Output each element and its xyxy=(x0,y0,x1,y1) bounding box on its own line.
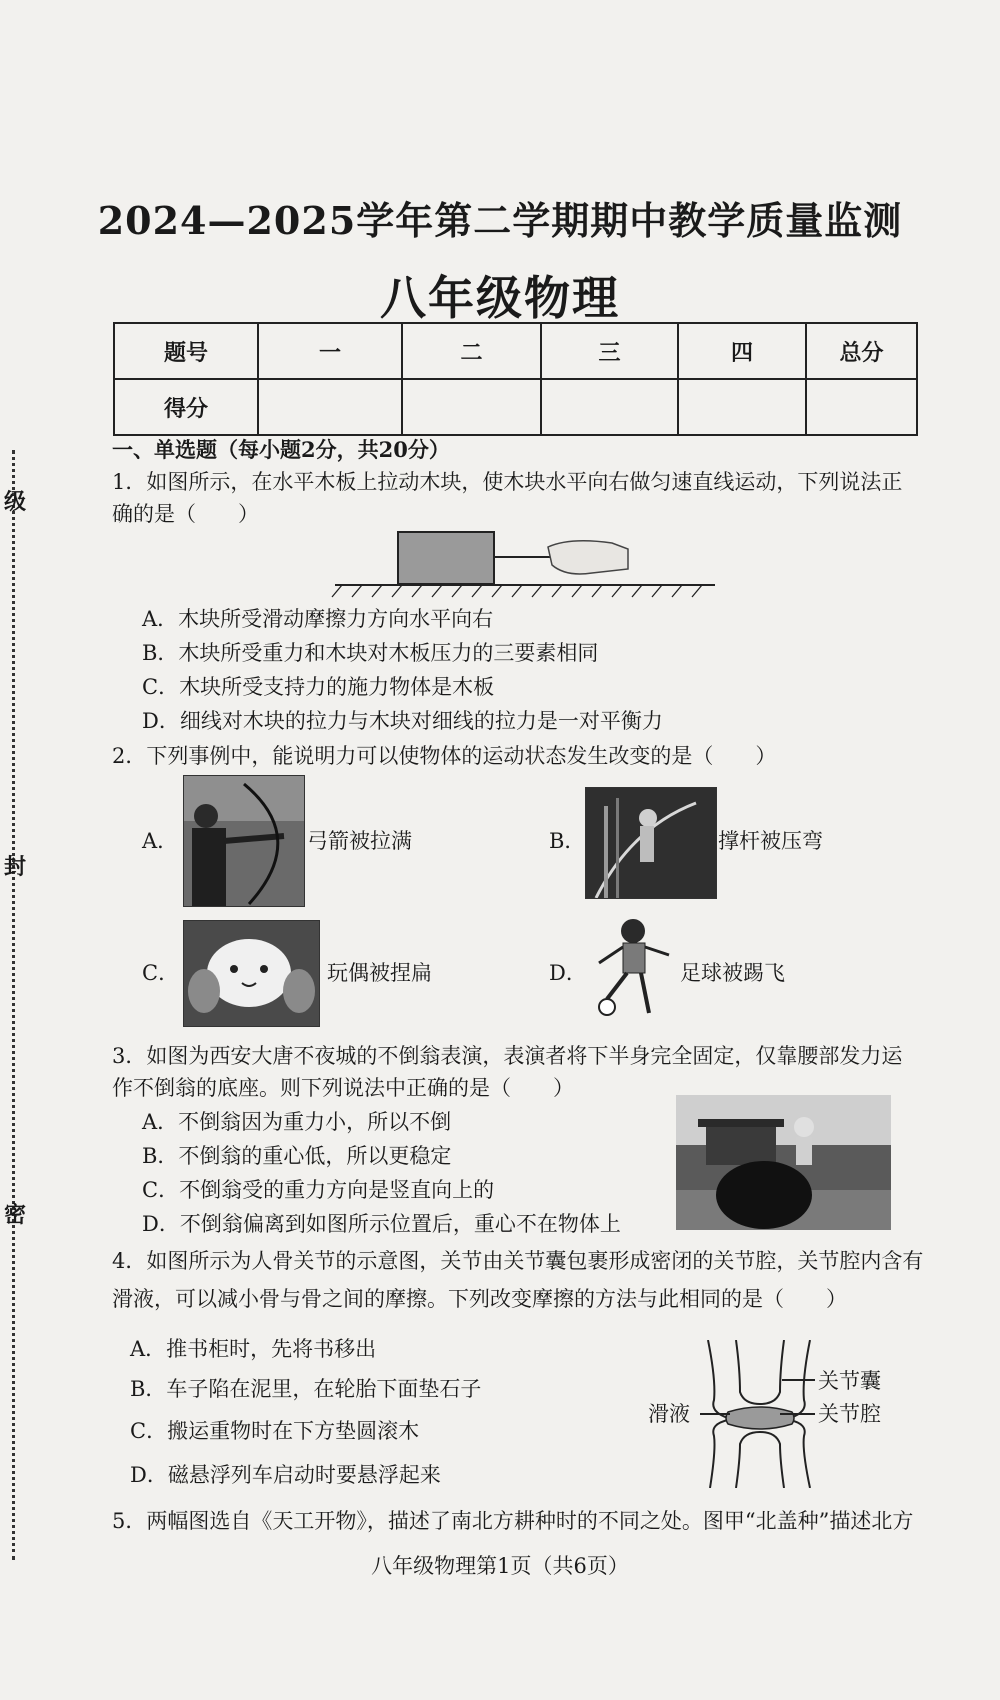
soccer-kick-figure xyxy=(585,915,680,1020)
q3-stem-line1: 3．如图为西安大唐不夜城的不倒翁表演，表演者将下半身完全固定，仅靠腰部发力运 xyxy=(112,1044,903,1068)
q3-option-c: C．不倒翁受的重力方向是竖直向上的 xyxy=(142,1178,495,1202)
q1-block-figure xyxy=(330,525,715,600)
q1-stem-line2: 确的是（ ） xyxy=(112,502,259,526)
score-blank-cell xyxy=(806,379,917,435)
q4-stem-line1: 4．如图所示为人骨关节的示意图，关节由关节囊包裹形成密闭的关节腔，关节腔内含有 xyxy=(112,1249,924,1273)
q3-option-b: B．不倒翁的重心低，所以更稳定 xyxy=(142,1144,452,1168)
q2-stem: 2．下列事例中，能说明力可以使物体的运动状态发生改变的是（ ） xyxy=(112,744,777,768)
joint-label-lines xyxy=(720,1370,815,1420)
q4-stem-line2: 滑液，可以减小骨与骨之间的摩擦。下列改变摩擦的方法与此相同的是（ ） xyxy=(112,1287,847,1311)
q5-stem-line1: 5．两幅图选自《天工开物》，描述了南北方耕种时的不同之处。图甲“北盖种”描述北方 xyxy=(112,1509,914,1533)
synovial-fluid-label: 滑液 xyxy=(648,1402,690,1426)
q4-option-b: B．车子陷在泥里，在轮胎下面垫石子 xyxy=(130,1377,482,1401)
score-blank-cell xyxy=(258,379,402,435)
q2-option-d-letter: D． xyxy=(549,961,587,985)
score-header-cell: 题号 xyxy=(114,323,258,379)
score-table-score-row xyxy=(114,379,917,435)
q1-stem-line1: 1．如图所示，在水平木板上拉动木块，使木块水平向右做匀速直线运动，下列说法正 xyxy=(112,470,903,494)
score-blank-cell xyxy=(541,379,678,435)
tumbler-photo xyxy=(676,1095,891,1230)
q1-option-d: D．细线对木块的拉力与木块对细线的拉力是一对平衡力 xyxy=(142,709,663,733)
binding-line xyxy=(12,450,15,1560)
q3-stem-line2: 作不倒翁的底座。则下列说法中正确的是（ ） xyxy=(112,1076,574,1100)
exam-title: 2024—2025学年第二学期期中教学质量监测 xyxy=(97,198,903,243)
q1-option-b: B．木块所受重力和木块对木板压力的三要素相同 xyxy=(142,641,599,665)
page-footer: 八年级物理第1页（共6页） xyxy=(371,1554,629,1578)
fluid-label-line xyxy=(700,1410,730,1420)
q4-option-a: A．推书柜时，先将书移出 xyxy=(130,1337,377,1361)
section-heading: 一、单选题（每小题2分，共20分） xyxy=(112,437,450,462)
score-blank-cell xyxy=(678,379,806,435)
q2-option-d-caption: 足球被踢飞 xyxy=(680,961,785,985)
archery-photo xyxy=(183,775,305,907)
q2-option-b-letter: B． xyxy=(549,829,586,853)
joint-cavity-label: 关节腔 xyxy=(818,1402,881,1426)
score-blank-cell xyxy=(402,379,541,435)
subject-title: 八年级物理 xyxy=(380,271,620,325)
q3-option-d: D．不倒翁偏离到如图所示位置后，重心不在物体上 xyxy=(142,1212,621,1236)
score-header-cell: 四 xyxy=(678,323,806,379)
plush-toy-photo xyxy=(183,920,320,1027)
margin-char-seal: 封 xyxy=(4,854,27,880)
margin-char-secret: 密 xyxy=(4,1202,27,1228)
q2-option-b-caption: 撑杆被压弯 xyxy=(718,829,823,853)
q2-option-a-caption: 弓箭被拉满 xyxy=(307,829,412,853)
score-label-cell: 得分 xyxy=(114,379,258,435)
q2-option-c-letter: C． xyxy=(142,961,180,985)
margin-char-class: 级 xyxy=(4,489,27,515)
q2-option-c-caption: 玩偶被捏扁 xyxy=(327,961,432,985)
q3-option-a: A．不倒翁因为重力小，所以不倒 xyxy=(142,1110,452,1134)
q1-option-a: A．木块所受滑动摩擦力方向水平向右 xyxy=(142,607,494,631)
joint-capsule-label: 关节囊 xyxy=(818,1369,881,1393)
score-header-cell: 总分 xyxy=(806,323,917,379)
score-table xyxy=(113,322,918,436)
q1-option-c: C．木块所受支持力的施力物体是木板 xyxy=(142,675,495,699)
q4-option-d: D．磁悬浮列车启动时要悬浮起来 xyxy=(130,1463,441,1487)
score-header-cell: 三 xyxy=(541,323,678,379)
score-header-cell: 一 xyxy=(258,323,402,379)
q2-option-a-letter: A． xyxy=(142,829,179,853)
q4-option-c: C．搬运重物时在下方垫圆滚木 xyxy=(130,1419,420,1443)
pole-vault-photo xyxy=(585,787,717,899)
score-table-header-row xyxy=(114,323,917,379)
score-header-cell: 二 xyxy=(402,323,541,379)
